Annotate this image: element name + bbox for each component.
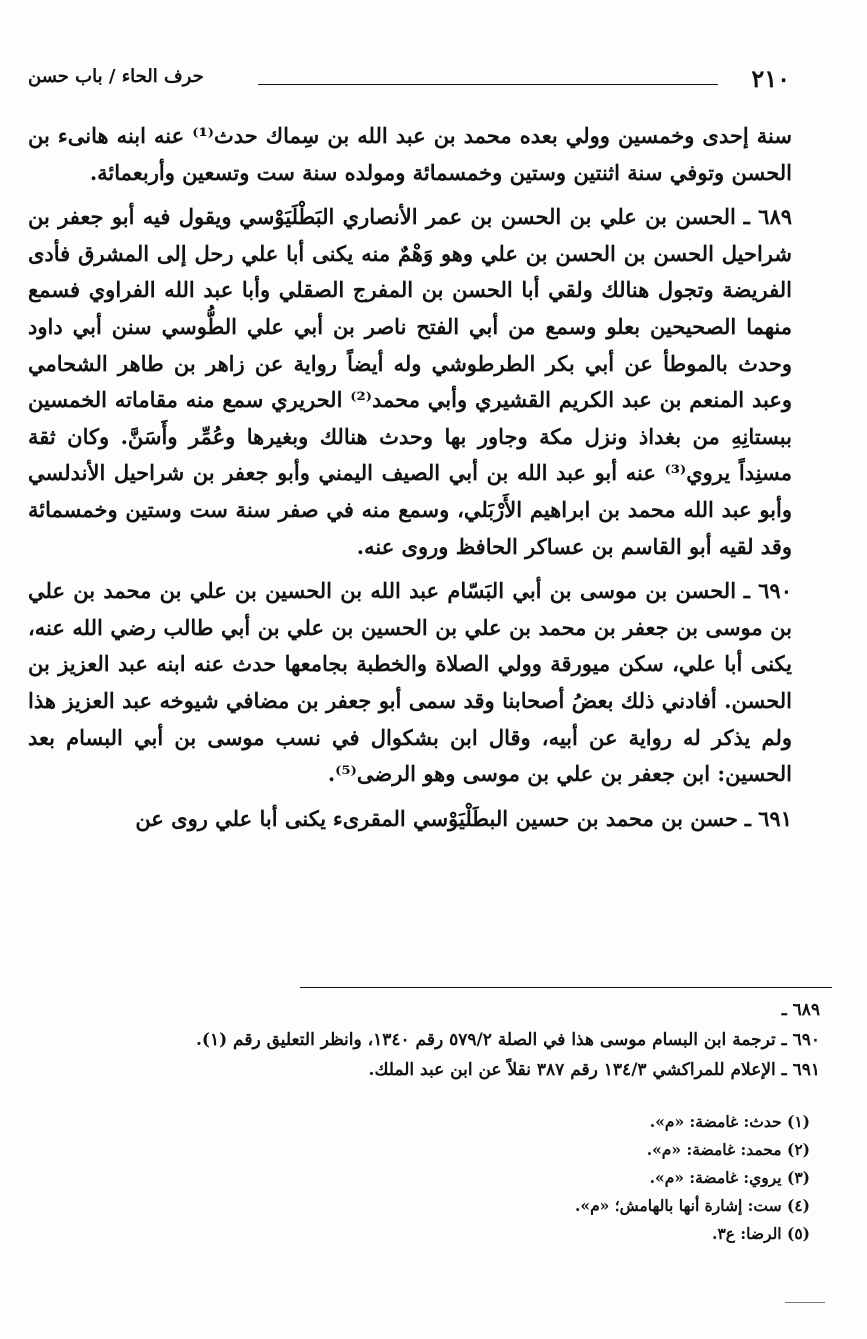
reference-line: ٦٩١ ـ الإعلام للمراكشي ١٣٤/٣ رقم ٣٨٧ نقلاً عن ابن عبد الملك. (368, 1060, 820, 1080)
footnote-divider (300, 987, 832, 988)
main-text (28, 118, 792, 845)
entry-690 (28, 573, 792, 793)
page-header (28, 62, 790, 102)
page-number: ٢١٠ (751, 64, 790, 93)
paragraph-continuation (28, 118, 792, 191)
footnote: (١) حدث: غامضة: «م». (649, 1112, 810, 1131)
entry-text: يكنى أبا علي روى عن (135, 805, 327, 831)
entry-text: ويقول فيه أبو جعفر بن شراحيل الحسن بن الحسن بن علي وهو وَهْمٌ منه يكنى أبا علي رحل إلى المشرق فأدى الفريضة وتجول هنالك ولقي أبا الحسن بن المفرج الصقلي وأبا عبد الله الفراوي فسمع منهما الصحيحين بعلو وسمع من أبي الفتح ناصر بن أبي علي الطُّوسي سنن أبي داود وحدث بالموطأ عن أبي بكر الطرطوشي وله أيضاً رواية عن زاهر بن طاهر الشحامي وعبد المنعم بن عبد الكريم القشيري وأبي محمد⁽²⁾ الحريري سمع منه مقاماته الخمسين ببستانِهِ من بغداذ ونزل مكة وجاور بها وحدث هنالك وبغيرها وعُمِّر وأَسَنَّ. وكان ثقة مسنِداً يروي⁽³⁾ عنه أبو عبد الله بن أبي الصيف اليمني وأبو جعفر بن شراحيل الأندلسي وأبو عبد الله محمد بن ابراهيم الأَرْبَلي، وسمع منه في صفر سنة ست وستين وخمسمائة وقد لقيه أبو القاسم بن عساكر الحافظ وروى عنه. (28, 204, 792, 559)
entry-heading: الحسن بن موسى بن أبي البَسّام عبد الله بن الحسين بن علي بن محمد بن علي بن موسى بن جعفر بن محمد بن علي بن الحسين بن علي بن أبي طالب رضي الله عنه، (28, 578, 792, 640)
paragraph-text: سنة إحدى وخمسين وولي بعده محمد بن عبد الله بن سِماك حدث⁽¹⁾ عنه ابنه هانىء بن الحسن وتوفي سنة اثنتين وستين وخمسمائة ومولده سنة ست وتسعين وأربعمائة. (28, 123, 792, 185)
footnotes (300, 1108, 810, 1248)
entry-number: ٦٨٩ ـ (743, 204, 793, 230)
entry-number: ٦٩٠ ـ (743, 578, 792, 604)
header-rule (258, 84, 718, 85)
bottom-rule (785, 1302, 825, 1303)
reference-line: ٦٨٩ ـ (781, 1000, 820, 1020)
entry-text: يكنى أبا علي، سكن ميورقة وولي الصلاة والخطبة بجامعها حدث عنه ابنه عبد العزيز بن الحسن. أفادني ذلك بعضُ أصحابنا وقد سمى أبو جعفر بن مضافي شيوخه عبد العزيز هذا ولم يذكر له رواية عن أبيه، وقال ابن بشكوال في نسب موسى بن أبي البسام بعد الحسين: ابن جعفر بن علي بن موسى وهو الرضى⁽⁵⁾. (28, 651, 792, 787)
entry-689 (28, 199, 792, 565)
footnote: (٥) الرضا: ع٣. (712, 1224, 810, 1243)
source-references (60, 995, 820, 1085)
running-head: حرف الحاء / باب حسن (28, 66, 204, 87)
entry-heading: الحسن بن علي بن الحسن بن عمر الأنصاري البَطْلَيَوْسي (239, 204, 736, 230)
footnote: (٢) محمد: غامضة: «م». (646, 1140, 810, 1159)
footnote: (٣) يروي: غامضة: «م». (649, 1168, 810, 1187)
entry-691 (28, 801, 792, 838)
entry-heading: حسن بن محمد بن حسين البطَلْيَوْسي المقرىء (332, 805, 738, 831)
entry-number: ٦٩١ ـ (744, 805, 792, 831)
reference-line: ٦٩٠ ـ ترجمة ابن البسام موسى هذا في الصلة ٥٧٩/٢ رقم ١٣٤٠، وانظر التعليق رقم (١). (195, 1030, 820, 1050)
footnote: (٤) ست: إشارة أنها بالهامش؛ «م». (574, 1196, 810, 1215)
